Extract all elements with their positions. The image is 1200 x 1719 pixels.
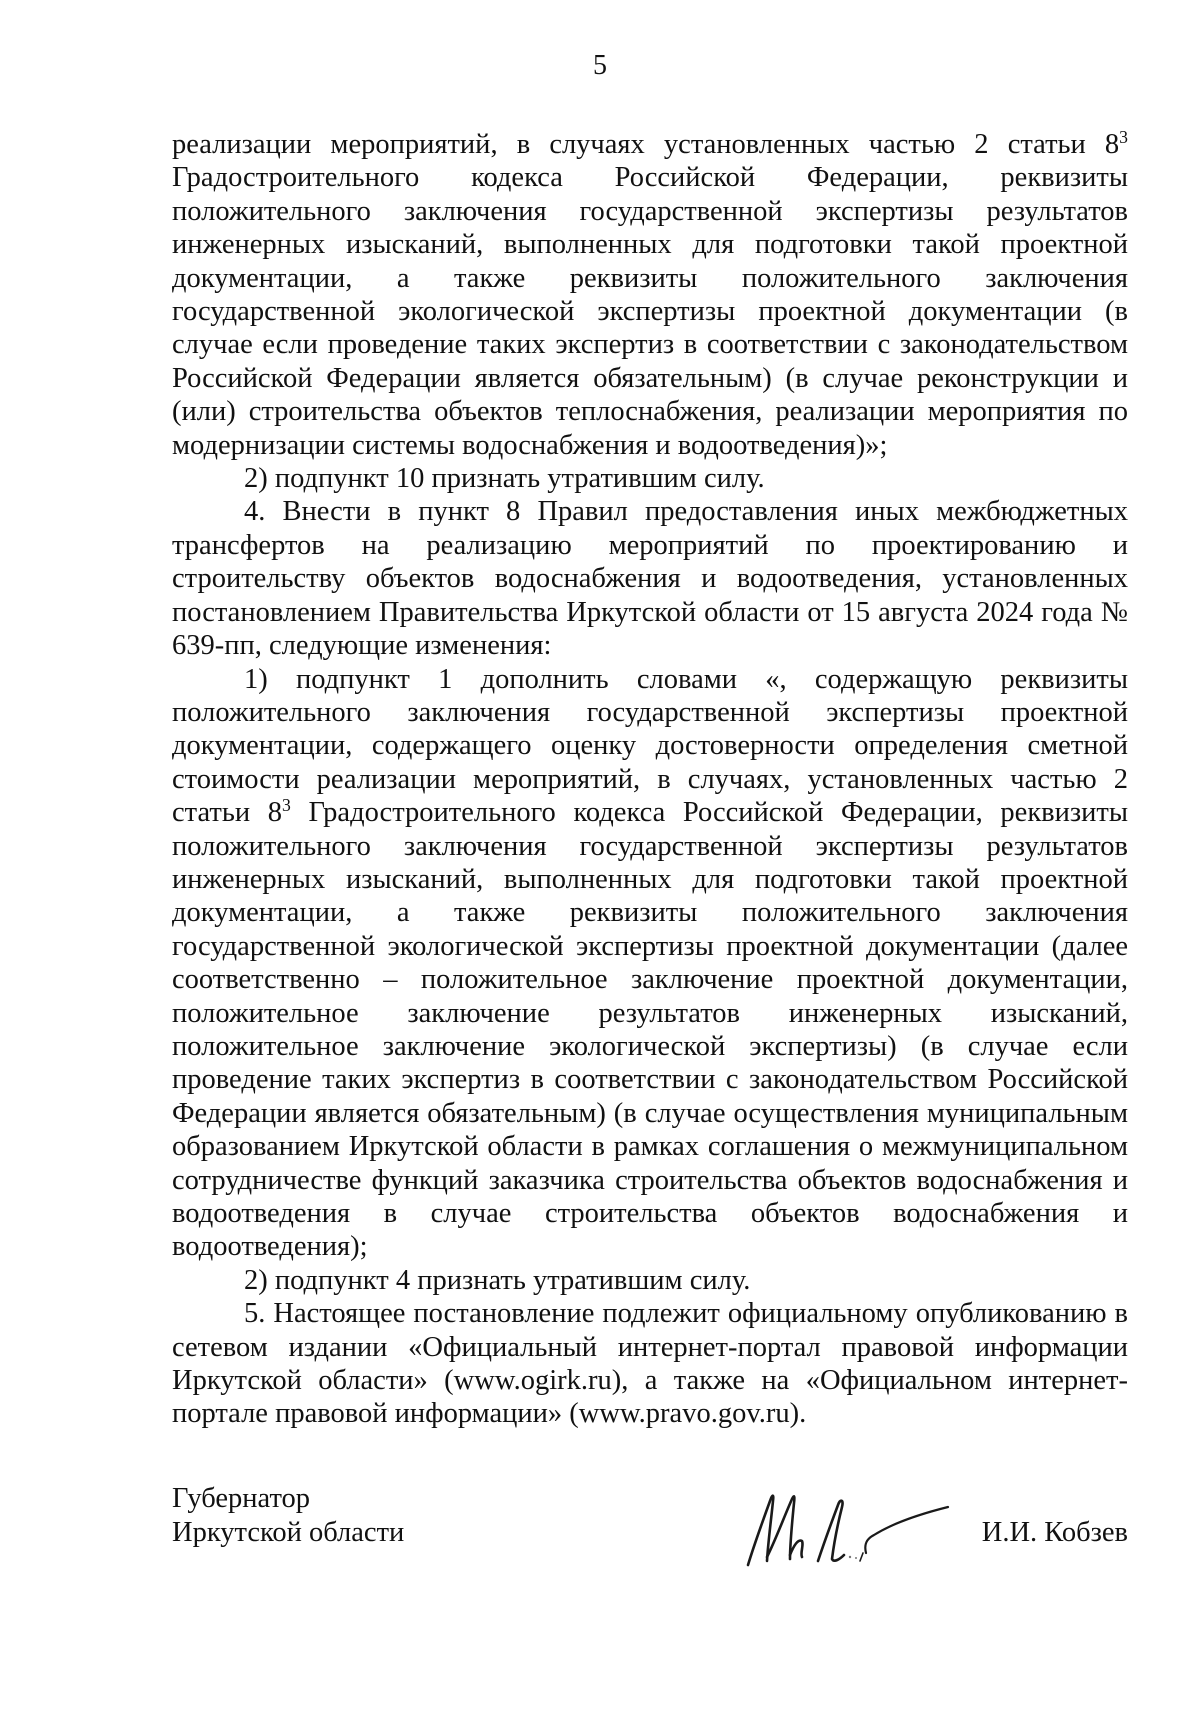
paragraph-subitem-2b: 2) подпункт 4 признать утратившим силу. — [244, 1264, 751, 1296]
page-number: 5 — [593, 50, 607, 81]
paragraph-item-5: 5. Настоящее постановление подлежит официальному опубликованию в сетевом издании «Официальный интернет-портал правовой информации Иркутской области» (www.ogirk.ru), а также на «Официальном интернет-портале правовой информации» (www.pravo.gov.ru). — [172, 1298, 1128, 1430]
paragraph-text: Градостроительного кодекса Российской Федерации, реквизиты положительного заключения государственной экспертизы результатов инженерных изысканий, выполненных для подготовки такой проектной документации, а также реквизиты положительного заключения государственной экологической экспертизы проектной документации (в случае если проведение таких экспертиз в соответствии с законодательством Российской Федерации является обязательным) (в случае реконструкции и (или) строительства объектов теплоснабжения, реализации мероприятия по модернизации системы водоснабжения и водоотведения)»; — [172, 162, 1128, 461]
handwritten-signature — [740, 1465, 960, 1575]
document-body — [172, 128, 1128, 1431]
signatory-title-line: Иркутской области — [172, 1517, 405, 1548]
paragraph-text: реализации мероприятий, в случаях установленных частью 2 статьи 8 — [172, 129, 1120, 160]
signatory-title — [172, 1482, 404, 1550]
paragraph-subitem-2: 2) подпункт 10 признать утратившим силу. — [244, 463, 765, 495]
signatory-name: И.И. Кобзев — [981, 1517, 1128, 1548]
paragraph-item-4: 4. Внести в пункт 8 Правил предоставления иных межбюджетных трансфертов на реализацию мероприятий по проектированию и строительству объектов водоснабжения и водоотведения, установленных постановлением Правительства Иркутской области от 15 августа 2024 года № 639-пп, следующие изменения: — [172, 496, 1128, 662]
paragraph-text: 1) подпункт 1 дополнить словами «, содержащую реквизиты положительного заключения государственной экспертизы проектной документации, содержащего оценку достоверности определения сметной стоимости реализации мероприятий, в случаях, установленных частью 2 статьи 8 — [172, 663, 1128, 829]
signatory-title-line: Губернатор — [172, 1483, 311, 1514]
paragraph-subitem-1 — [172, 663, 1128, 1264]
paragraph-text: Градостроительного кодекса Российской Федерации, реквизиты положительного заключения государственной экспертизы результатов инженерных изысканий, выполненных для подготовки такой проектной документации, а также реквизиты положительного заключения государственной экологической экспертизы проектной документации (далее соответственно – положительное заключение проектной документации, положительное заключение результатов инженерных изысканий, положительное заключение экологической экспертизы) (в случае если проведение таких экспертиз в соответствии с законодательством Российской Федерации является обязательным) (в случае осуществления муниципальным образованием Иркутской области в рамках соглашения о межмуниципальном сотрудничестве функций заказчика строительства объектов водоснабжения и водоотведения в случае строительства объектов водоснабжения и водоотведения); — [172, 797, 1128, 1263]
superscript: 3 — [282, 795, 291, 816]
superscript: 3 — [1119, 127, 1128, 148]
paragraph-continuation — [172, 128, 1128, 462]
